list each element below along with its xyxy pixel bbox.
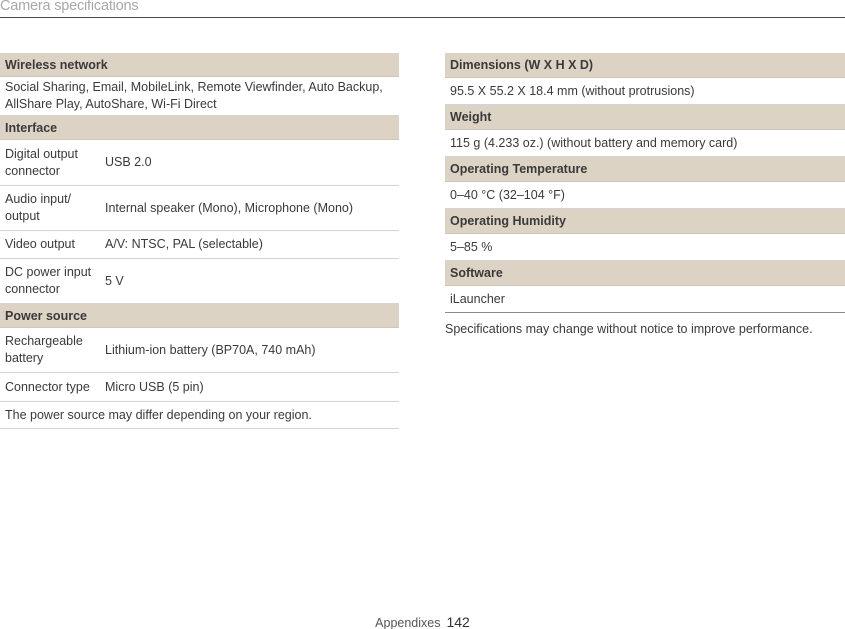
spec-value: Social Sharing, Email, MobileLink, Remote Viewfinder, Auto Backup, AllShare Play, AutoShare, Wi-Fi Direct [5,80,383,111]
spec-value: 5 V [105,273,124,288]
spec-value: 5–85 % [450,239,493,254]
spec-value: A/V: NTSC, PAL (selectable) [105,237,263,251]
page-footer [0,614,845,629]
section-heading-weight: Weight [445,105,845,130]
spec-value: iLauncher [450,291,505,306]
spec-key: Video output [5,237,75,251]
spec-key: Digital output connector [5,146,78,178]
section-heading-power: Power source [0,304,399,328]
spec-value: 0–40 °C (32–104 °F) [450,187,565,202]
spec-row [0,259,399,304]
spec-key: Audio input/ output [5,192,72,223]
spec-row [445,130,845,157]
section-heading-temperature: Operating Temperature [445,157,845,182]
spec-disclaimer: Specifications may change without notice to improve performance. [445,322,813,336]
section-heading-interface: Interface [0,116,399,140]
spec-value: 115 g (4.233 oz.) (without battery and memory card) [450,135,738,150]
spec-value: USB 2.0 [105,155,152,169]
spec-row [0,231,399,259]
spec-value: Internal speaker (Mono), Microphone (Mono) [105,200,354,215]
page-number: 142 [446,614,470,629]
spec-key: Rechargeable battery [5,334,83,365]
section-heading-humidity: Operating Humidity [445,209,845,234]
section-heading-wireless: Wireless network [0,53,399,77]
right-spec-column [445,53,845,338]
spec-value: Lithium-ion battery (BP70A, 740 mAh) [105,342,316,357]
left-spec-column [0,53,399,429]
spec-row [0,140,399,186]
section-heading-dimensions: Dimensions (W X H X D) [445,53,845,78]
spec-row [0,373,399,402]
spec-row [445,182,845,209]
spec-row [445,234,845,261]
spec-key: Connector type [5,379,90,394]
page-header [0,0,845,18]
spec-row [445,286,845,313]
section-heading-software: Software [445,261,845,286]
spec-note: The power source may differ depending on your region. [5,407,312,422]
spec-value: 95.5 X 55.2 X 18.4 mm (without protrusions) [450,83,695,98]
footer-section-label: Appendixes [375,616,441,629]
spec-key: DC power input connector [5,265,92,296]
page-title: Camera specifications [0,0,139,14]
spec-row-power-note [0,402,399,429]
spec-value: Micro USB (5 pin) [105,379,204,394]
spec-row [0,186,399,231]
spec-row [445,78,845,105]
spec-row [0,328,399,373]
spec-row-wireless [0,77,399,116]
